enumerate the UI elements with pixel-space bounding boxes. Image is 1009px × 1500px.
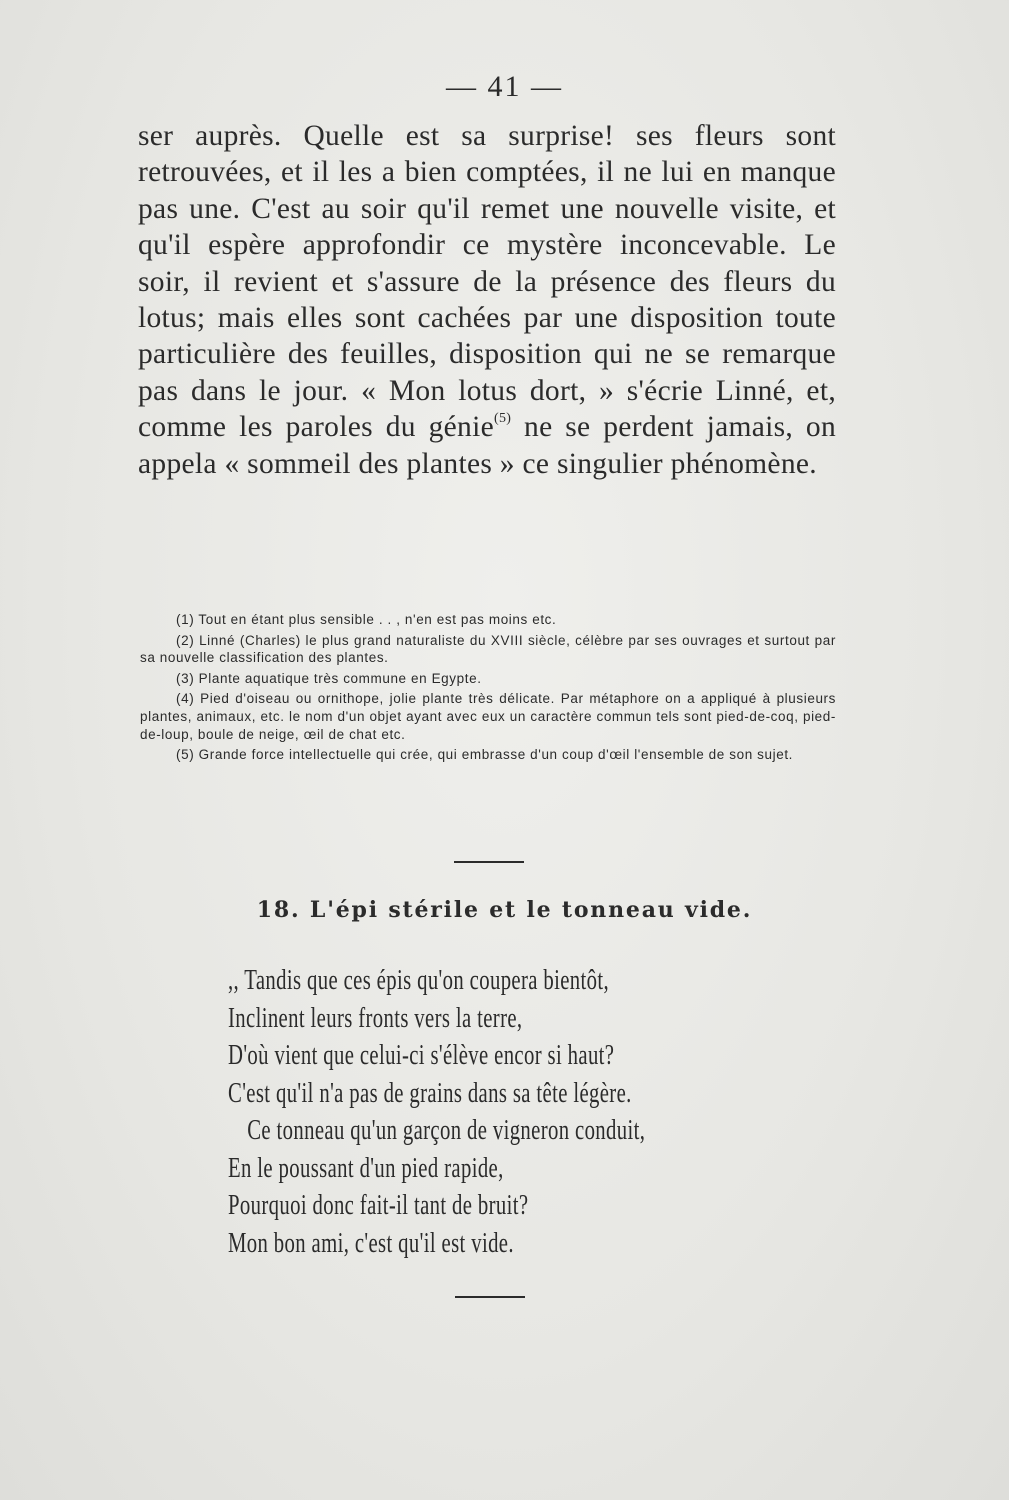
poem-line: En le poussant d'un pied rapide, [228, 1152, 504, 1184]
section-divider-bottom [455, 1296, 525, 1298]
footnote-5: (5) Grande force intellectuelle qui crée, qui embrasse d'un coup d'œil l'ensemble de son sujet. [176, 747, 794, 763]
footnote-2: (2) Linné (Charles) le plus grand naturaliste du XVIII siècle, célèbre par ses ouvrages et surtout par sa nouvelle classification des plantes. [140, 632, 836, 666]
poem-line: Pourquoi donc fait-il tant de bruit? [228, 1190, 529, 1221]
page-number: — 41 — [446, 70, 563, 103]
footnotes [140, 611, 836, 767]
poem-line: D'où vient que celui-ci s'élève encor si haut? [228, 1040, 615, 1071]
poem-line: Ce tonneau qu'un garçon de vigneron conduit, [247, 1115, 646, 1146]
poem-line: Inclinent leurs fronts vers la terre, [228, 1002, 523, 1034]
body-text-before-note: ser auprès. Quelle est sa surprise! ses fleurs sont retrouvées, et il les a bien comptées, il ne lui en manque pas une. C'est au soir qu'il remet une nouvelle visite, et qu'il espère approfondir ce mystère inconcevable. Le soir, il revient et s'assure de la présence des fleurs du lotus; mais elles sont cachées par une disposition toute particulière des feuilles, disposition qui ne se remarque pas dans le jour. « Mon lotus dort, » s'écrie Linné, et, comme les paroles du génie [138, 120, 836, 444]
poem-line: ,, Tandis que ces épis qu'on coupera bientôt, [228, 965, 610, 996]
footnote-1: (1) Tout en étant plus sensible . . , n'en est pas moins etc. [176, 612, 557, 627]
poem-line: Mon bon ami, c'est qu'il est vide. [228, 1227, 514, 1259]
body-text-after-note: ne se perdent jamais, on appela « sommeil des plantes » ce singulier phénomène. [138, 411, 836, 480]
poem-line: C'est qu'il n'a pas de grains dans sa tête légère. [228, 1077, 632, 1109]
section-heading: 18. L'épi stérile et le tonneau vide. [256, 897, 753, 923]
footnote-reference: (5) [493, 411, 512, 427]
body-paragraph [138, 118, 836, 482]
footnote-4: (4) Pied d'oiseau ou ornithope, jolie plante très délicate. Par métaphore on a appliqué à plusieurs plantes, animaux, etc. le nom d'un objet ayant avec eux un caractère commun tels sont pied-de-coq, pied-de-loup, boule de neige, œil de chat etc. [140, 691, 836, 742]
footnote-3: (3) Plante aquatique très commune en Egypte. [176, 670, 482, 686]
section-divider-top [454, 861, 524, 863]
poem [228, 962, 672, 1262]
